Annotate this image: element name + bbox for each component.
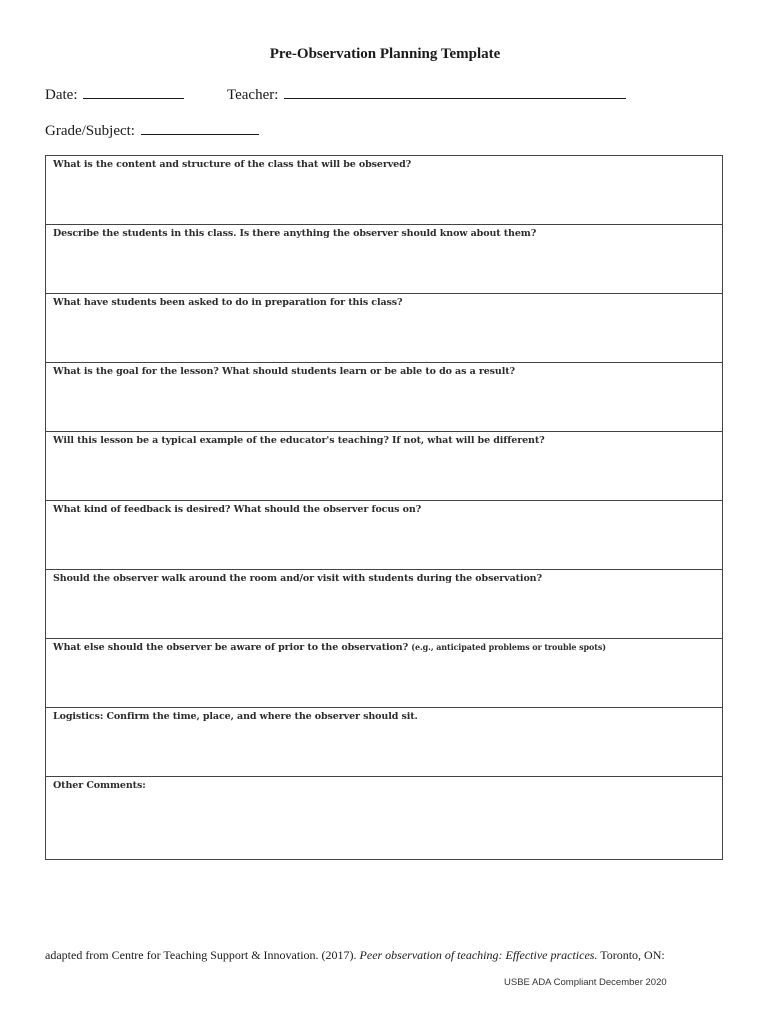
question-text: What is the goal for the lesson? What should students learn or be able to do as a result?	[53, 366, 515, 377]
question-table	[45, 155, 723, 860]
question-row[interactable]	[46, 501, 722, 570]
question-row[interactable]	[46, 294, 722, 363]
page-title: Pre-Observation Planning Template	[269, 46, 501, 62]
citation	[45, 948, 665, 963]
teacher-field	[227, 84, 626, 104]
grade-subject-blank-line[interactable]	[141, 120, 259, 135]
grade-subject-field	[45, 120, 259, 140]
question-text: Should the observer walk around the room and/or visit with students during the observation?	[53, 573, 542, 584]
question-text: Describe the students in this class. Is there anything the observer should know about them?	[53, 228, 537, 239]
citation-suffix: Toronto, ON:	[597, 948, 665, 962]
citation-title: Peer observation of teaching: Effective practices.	[359, 948, 598, 962]
question-text: Will this lesson be a typical example of the educator's teaching? If not, what will be different?	[53, 435, 545, 446]
question-row[interactable]	[46, 570, 722, 639]
teacher-blank-line[interactable]	[284, 84, 626, 99]
question-text: Other Comments:	[53, 780, 146, 791]
question-text: What have students been asked to do in preparation for this class?	[53, 297, 403, 308]
question-row[interactable]	[46, 639, 722, 708]
citation-prefix: adapted from Centre for Teaching Support & Innovation. (2017).	[45, 948, 360, 962]
date-blank-line[interactable]	[83, 84, 184, 99]
question-text: Logistics: Confirm the time, place, and where the observer should sit.	[53, 711, 418, 722]
question-text: What kind of feedback is desired? What should the observer focus on?	[53, 504, 422, 515]
question-text: What is the content and structure of the class that will be observed?	[53, 159, 412, 170]
question-text: What else should the observer be aware of prior to the observation? (e.g., anticipated problems or trouble spots)	[53, 642, 606, 653]
question-row[interactable]	[46, 225, 722, 294]
footer-compliance-note: USBE ADA Compliant December 2020	[504, 977, 667, 988]
date-field	[45, 84, 184, 104]
date-label: Date:	[45, 87, 78, 103]
question-row[interactable]	[46, 156, 722, 225]
question-row[interactable]	[46, 432, 722, 501]
question-row[interactable]	[46, 708, 722, 777]
question-row[interactable]	[46, 363, 722, 432]
teacher-label: Teacher:	[227, 87, 279, 103]
grade-subject-label: Grade/Subject:	[45, 123, 135, 139]
question-note: (e.g., anticipated problems or trouble spots)	[411, 642, 606, 652]
question-row[interactable]	[46, 777, 722, 859]
